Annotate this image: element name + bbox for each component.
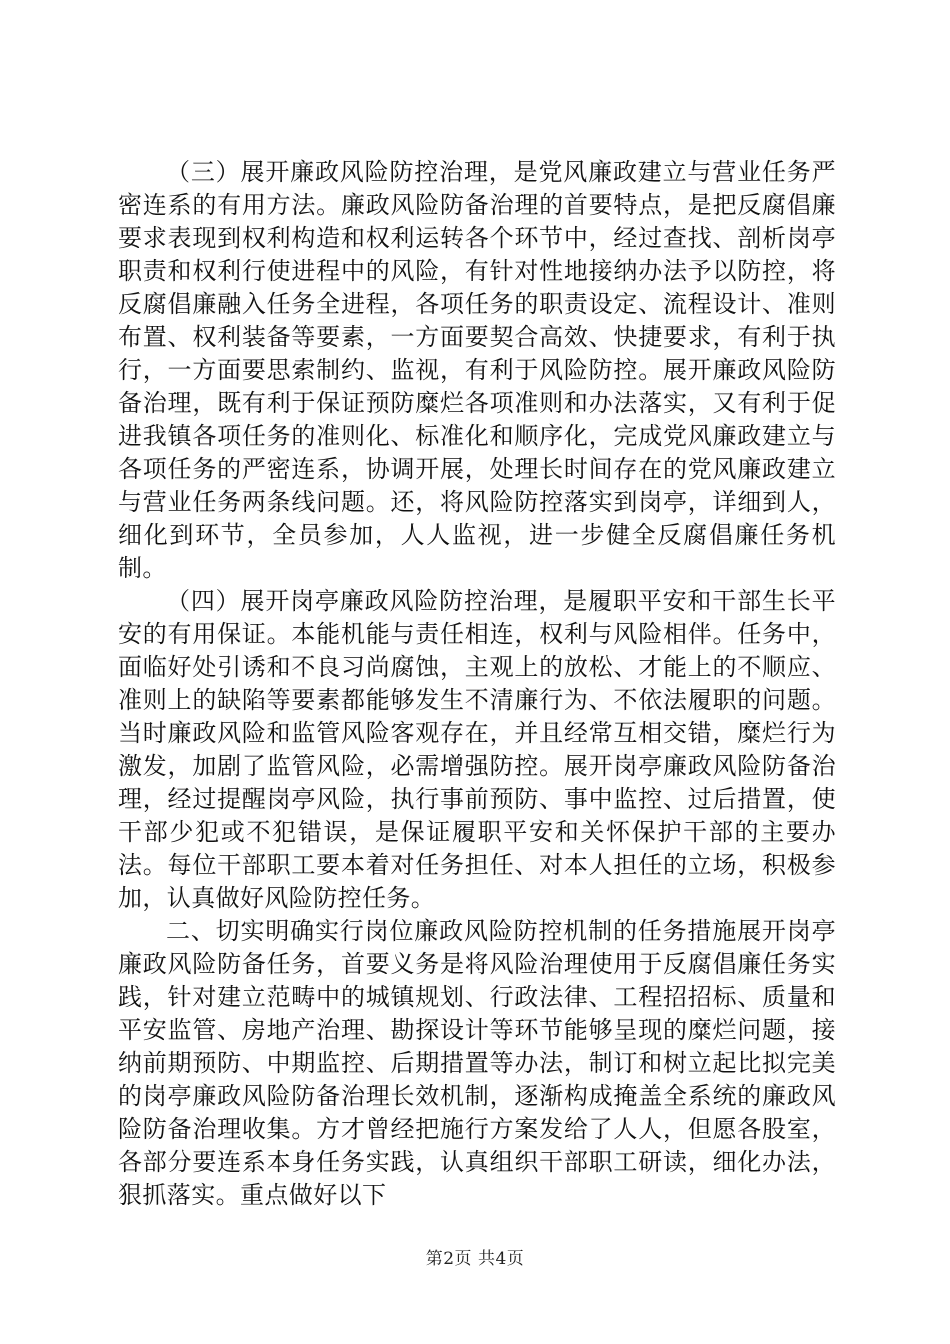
document-body	[118, 156, 836, 1212]
paragraph-part-2: 二、切实明确实行岗位廉政风险防控机制的任务措施展开岗亭廉政风险防备任务，首要义务是将风险治理使用于反腐倡廉任务实践，针对建立范畴中的城镇规划、行政法律、工程招招标、质量和平安监管、房地产治理、勘探设计等环节能够呈现的糜烂问题，接纳前期预防、中期监控、后期措置等办法，制订和树立起比拟完美的岗亭廉政风险防备治理长效机制，逐渐构成掩盖全系统的廉政风险防备治理收集。方才曾经把施行方案发给了人人，但愿各股室，各部分要连系本身任务实践，认真组织干部职工研读，细化办法，狠抓落实。重点做好以下	[118, 917, 836, 1209]
paragraph-section-4: （四）展开岗亭廉政风险防控治理，是履职平安和干部生长平安的有用保证。本能机能与责任相连，权利与风险相伴。任务中，面临好处引诱和不良习尚腐蚀，主观上的放松、才能上的不顺应、准则上的缺陷等要素都能够发生不清廉行为、不依法履职的问题。当时廉政风险和监管风险客观存在，并且经常互相交错，糜烂行为激发，加剧了监管风险，必需增强防控。展开岗亭廉政风险防备治理，经过提醒岗亭风险，执行事前预防、事中监控、过后措置，使干部少犯或不犯错误，是保证履职平安和关怀保护干部的主要办法。每位干部职工要本着对任务担任、对本人担任的立场，积极参加，认真做好风险防控任务。	[118, 587, 836, 912]
page-number-footer: 第2页 共4页	[425, 1249, 525, 1269]
paragraph-section-3: （三）展开廉政风险防控治理，是党风廉政建立与营业任务严密连系的有用方法。廉政风险防备治理的首要特点，是把反腐倡廉要求表现到权利构造和权利运转各个环节中，经过查找、剖析岗亭职责和权利行使进程中的风险，有针对性地接纳办法予以防控，将反腐倡廉融入任务全进程，各项任务的职责设定、流程设计、准则布置、权利装备等要素，一方面要契合高效、快捷要求，有利于执行，一方面要思索制约、监视，有利于风险防控。展开廉政风险防备治理，既有利于保证预防糜烂各项准则和办法落实，又有利于促进我镇各项任务的准则化、标准化和顺序化，完成党风廉政建立与各项任务的严密连系，协调开展，处理长时间存在的党风廉政建立与营业任务两条线问题。还，将风险防控落实到岗亭，详细到人，细化到环节，全员参加，人人监视，进一步健全反腐倡廉任务机制。	[118, 158, 836, 582]
